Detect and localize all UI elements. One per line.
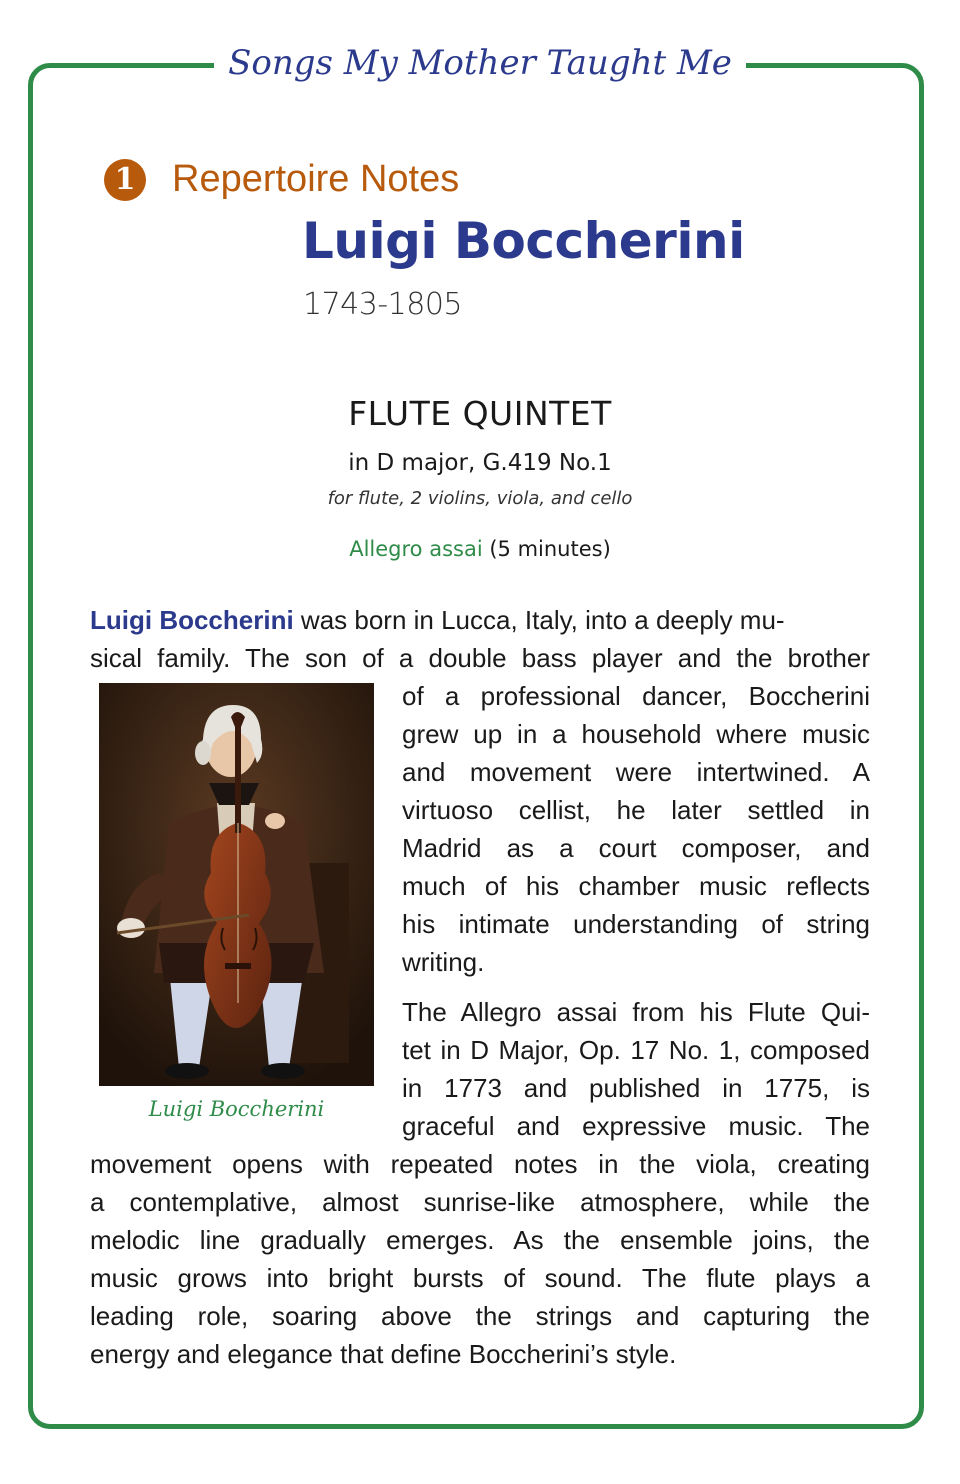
work-key: in D major, G.419 No.1 xyxy=(348,450,612,476)
paragraph1-line: and movement were intertwined. A xyxy=(402,757,870,787)
work-title: FLUTE QUINTET xyxy=(348,394,612,433)
paragraph1-line: grew up in a household where music xyxy=(402,719,870,749)
portrait-illustration xyxy=(99,683,374,1086)
paragraph1-line: of a professional dancer, Boccherini xyxy=(402,681,870,711)
composer-portrait xyxy=(99,683,374,1086)
paragraph2-line: tet in D Major, Op. 17 No. 1, composed xyxy=(402,1035,870,1065)
paragraph1-line: Madrid as a court composer, and xyxy=(402,833,870,863)
composer-name: Luigi Boccherini xyxy=(302,212,745,270)
paragraph2-line: graceful and expressive music. The xyxy=(402,1111,870,1141)
section-label: Repertoire Notes xyxy=(172,158,460,200)
series-title: Songs My Mother Taught Me xyxy=(0,40,960,86)
paragraph2-line: leading role, soaring above the strings and capturing the xyxy=(90,1301,870,1331)
section-number-badge: 1 xyxy=(104,159,146,201)
paragraph2-line: energy and elegance that define Boccherini’s style. xyxy=(90,1339,677,1369)
portrait-caption: Luigi Boccherini xyxy=(148,1097,325,1121)
movement-name: Allegro assai xyxy=(349,537,483,561)
paragraph1-line xyxy=(90,601,870,639)
work-movement xyxy=(0,533,960,565)
lead-name: Luigi Boccherini xyxy=(90,605,294,635)
paragraph1-line: sical family. The son of a double bass player and the brother xyxy=(90,643,870,673)
movement-duration: (5 minutes) xyxy=(489,537,611,561)
paragraph2-line: movement opens with repeated notes in the viola, creating xyxy=(90,1149,870,1179)
paragraph2-line: The Allegro assai from his Flute Qui- xyxy=(402,997,870,1027)
paragraph2-line: a contemplative, almost sunrise-like atmosphere, while the xyxy=(90,1187,870,1217)
work-instrumentation: for flute, 2 violins, viola, and cello xyxy=(327,488,633,509)
paragraph1-line-text: was born in Lucca, Italy, into a deeply mu- xyxy=(293,605,785,635)
paragraph2-line: melodic line gradually emerges. As the ensemble joins, the xyxy=(90,1225,870,1255)
paragraph1-line: much of his chamber music reflects xyxy=(402,871,870,901)
paragraph2-line: music grows into bright bursts of sound. The flute plays a xyxy=(90,1263,870,1293)
paragraph2-line: in 1773 and published in 1775, is xyxy=(402,1073,870,1103)
paragraph1-line: writing. xyxy=(402,947,485,977)
paragraph1-line: his intimate understanding of string xyxy=(402,909,870,939)
composer-years: 1743-1805 xyxy=(303,287,463,322)
paragraph1-line: virtuoso cellist, he later settled in xyxy=(402,795,870,825)
